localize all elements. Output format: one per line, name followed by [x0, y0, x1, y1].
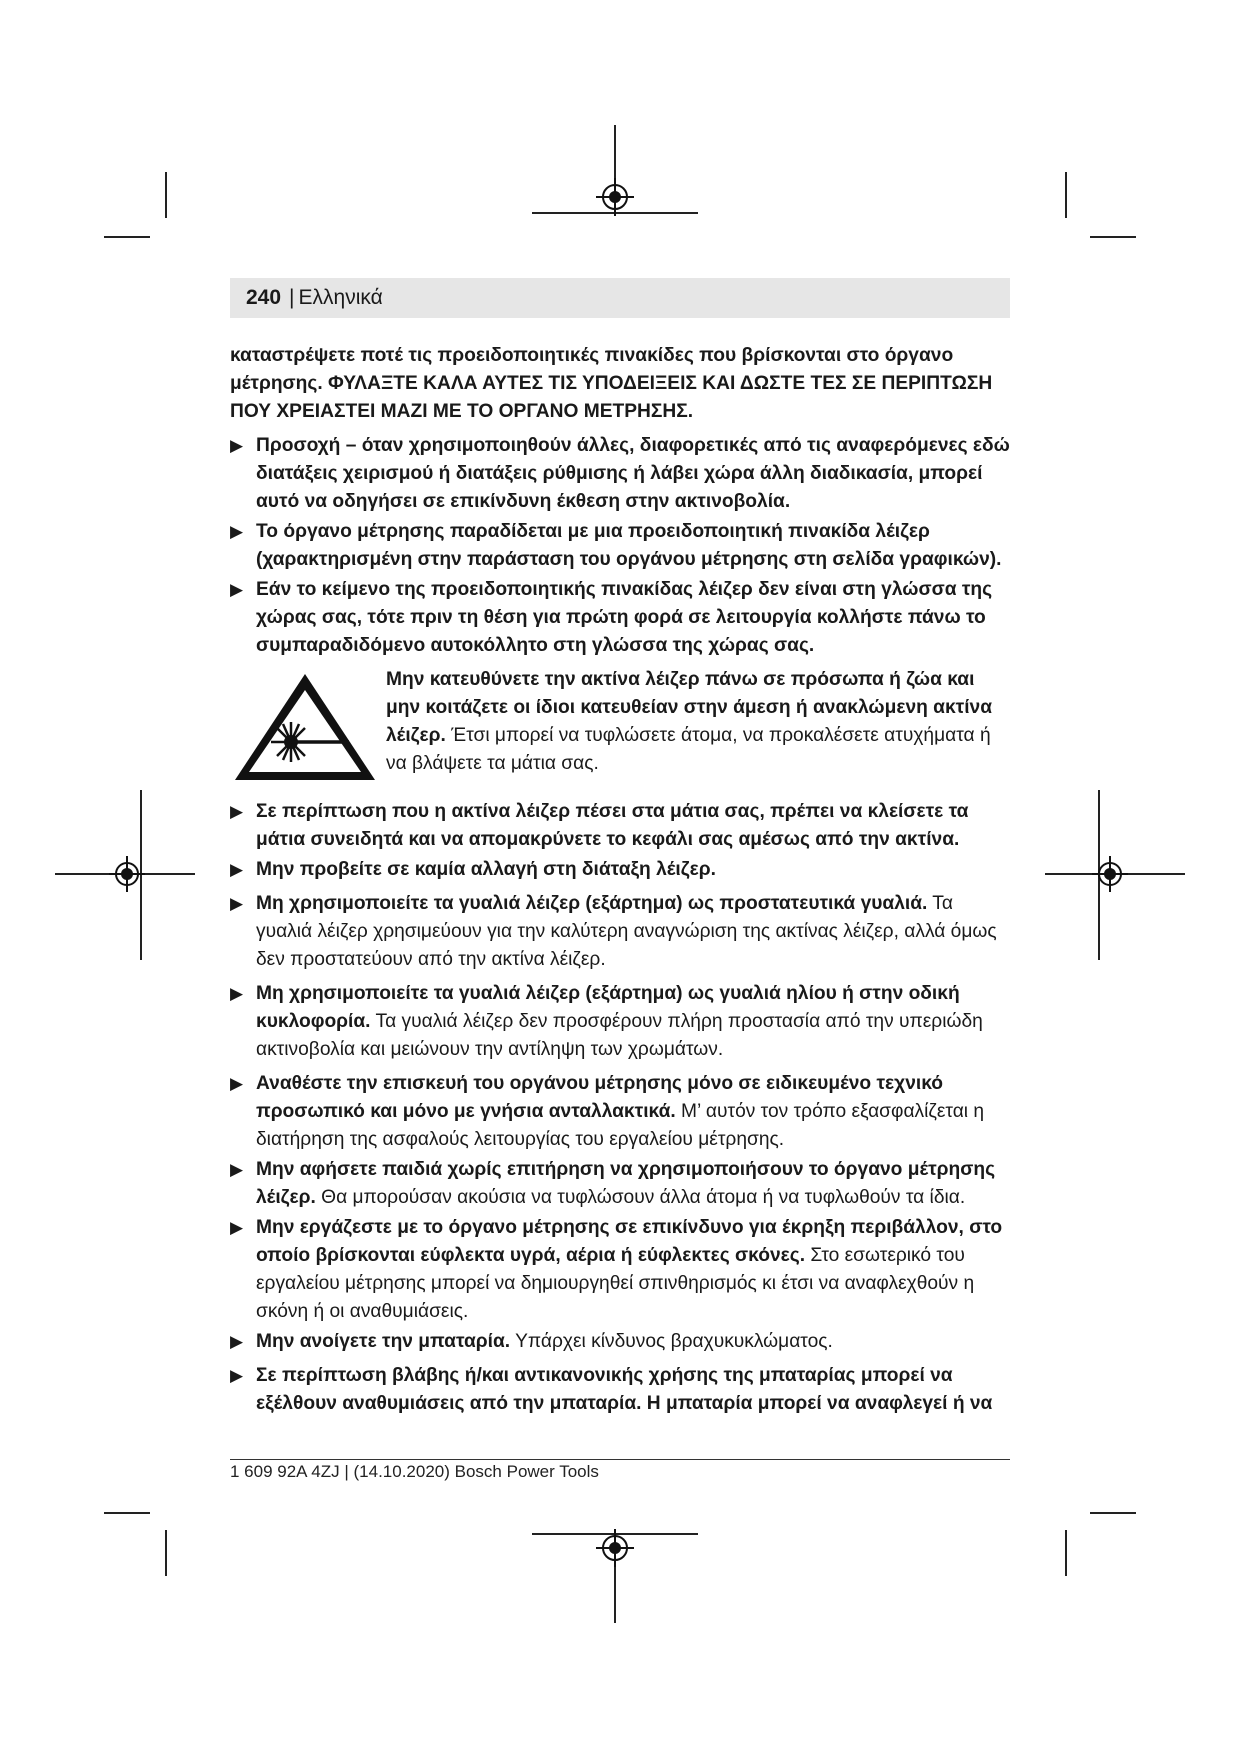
bullet-arrow-icon: ▶: [230, 894, 244, 913]
header-language: Ελληνικά: [298, 286, 383, 309]
header-separator: |: [289, 286, 295, 309]
registration-mark-icon: [109, 856, 145, 892]
bullet-arrow-icon: ▶: [230, 1366, 244, 1385]
bullet-arrow-icon: ▶: [230, 436, 244, 455]
bullet-arrow-icon: ▶: [230, 1218, 244, 1237]
list-item: ▶ Εάν το κείμενο της προειδοποιητικής πινακίδας λέιζερ δεν είναι στη γλώσσα της χώρας σας, τότε πριν τη θέση για πρώτη φορά σε λειτουργία κολλήστε πάνω το συμπαραδιδόμενο αυτοκόλλητο στη γλώσσα της χώρας σας.: [230, 576, 1010, 660]
list-item: ▶ Σε περίπτωση που η ακτίνα λέιζερ πέσει στα μάτια σας, πρέπει να κλείσετε τα μάτια συνειδητά και να απομακρύνετε το κεφάλι σας αμέσως από την ακτίνα.: [230, 798, 1010, 854]
list-item: ▶ Μην εργάζεστε με το όργανο μέτρησης σε επικίνδυνο για έκρηξη περιβάλλον, στο οποίο βρίσκονται εύφλεκτα υγρά, αέρια ή εύφλεκτες σκόνες. Στο εσωτερικό του εργαλείου μέτρησης μπορεί να δημιουργηθεί σπινθηρισμός κι έτσι να αναφλεχθούν η σκόνη ή οι αναθυμιάσεις.: [230, 1214, 1010, 1326]
laser-warning-icon: [230, 666, 380, 786]
registration-mark-icon: [596, 1529, 634, 1567]
crop-mark: [104, 236, 150, 238]
bullet-arrow-icon: ▶: [230, 522, 244, 541]
registration-mark-icon: [1092, 856, 1128, 892]
list-item: ▶ Μη χρησιμοποιείτε τα γυαλιά λέιζερ (εξάρτημα) ως προστατευτικά γυαλιά. Τα γυαλιά λέιζερ χρησιμεύουν για την καλύτερη αναγνώριση της ακτίνας λέιζερ, αλλά όμως δεν προστατεύουν από την ακτίνα λέιζερ.: [230, 890, 1010, 974]
laser-warning-block: [230, 666, 1010, 786]
laser-warning-text: Μην κατευθύνετε την ακτίνα λέιζερ πάνω σε πρόσωπα ή ζώα και μην κοιτάζετε οι ίδιοι κατευθείαν στην άμεση ή ανακλώμενη ακτίνα λέιζερ. Έτσι μπορεί να τυφλώσετε άτομα, να προκαλέσετε ατυχήματα ή να βλάψετε τα μάτια σας.: [386, 669, 993, 774]
page-footer: 1 609 92A 4ZJ | (14.10.2020) Bosch Power Tools: [230, 1462, 599, 1481]
list-item: ▶ Το όργανο μέτρησης παραδίδεται με μια προειδοποιητική πινακίδα λέιζερ (χαρακτηρισμένη στην παράσταση του οργάνου μέτρησης στη σελίδα γραφικών).: [230, 518, 1010, 574]
list-item: ▶ Μη χρησιμοποιείτε τα γυαλιά λέιζερ (εξάρτημα) ως γυαλιά ηλίου ή στην οδική κυκλοφορία. Τα γυαλιά λέιζερ δεν προσφέρουν πλήρη προστασία από την υπεριώδη ακτινοβολία και μειώνουν την αντίληψη των χρωμάτων.: [230, 980, 1010, 1064]
list-item: ▶ Μην προβείτε σε καμία αλλαγή στη διάταξη λέιζερ.: [230, 856, 1010, 884]
bullet-arrow-icon: ▶: [230, 860, 244, 879]
footer-divider: [230, 1459, 1010, 1460]
page-content: [230, 342, 1010, 1418]
page-number: 240: [246, 286, 282, 309]
list-item: ▶ Σε περίπτωση βλάβης ή/και αντικανονικής χρήσης της μπαταρίας μπορεί να εξέλθουν αναθυμιάσεις από την μπαταρία. Η μπαταρία μπορεί να αναφλεγεί ή να: [230, 1362, 1010, 1418]
bullet-arrow-icon: ▶: [230, 984, 244, 1003]
bullet-arrow-icon: ▶: [230, 1074, 244, 1093]
intro-paragraph: καταστρέψετε ποτέ τις προειδοποιητικές πινακίδες που βρίσκονται στο όργανο μέτρησης. ΦΥΛΑΞΤΕ ΚΑΛΑ ΑΥΤΕΣ ΤΙΣ ΥΠΟΔΕΙΞΕΙΣ ΚΑΙ ΔΩΣΤΕ ΤΕΣ ΣΕ ΠΕΡΙΠΤΩΣΗ ΠΟΥ ΧΡΕΙΑΣΤΕΙ ΜΑΖΙ ΜΕ ΤΟ ΟΡΓΑΝΟ ΜΕΤΡΗΣΗΣ.: [230, 345, 993, 422]
bullet-arrow-icon: ▶: [230, 580, 244, 599]
list-item: ▶ Αναθέστε την επισκευή του οργάνου μέτρησης μόνο σε ειδικευμένο τεχνικό προσωπικό και μόνο με γνήσια ανταλλακτικά. Μ’ αυτόν τον τρόπο εξασφαλίζεται η διατήρηση της ασφαλούς λειτουργίας του εργαλείου μέτρησης.: [230, 1070, 1010, 1154]
crop-mark: [1090, 1512, 1136, 1514]
crop-mark: [104, 1512, 150, 1514]
crop-mark: [1065, 172, 1067, 218]
bullet-arrow-icon: ▶: [230, 1332, 244, 1351]
list-item: ▶ Μην αφήσετε παιδιά χωρίς επιτήρηση να χρησιμοποιήσουν το όργανο μέτρησης λέιζερ. Θα μπορούσαν ακούσια να τυφλώσουν άλλα άτομα ή να τυφλωθούν τα ίδια.: [230, 1156, 1010, 1212]
crop-mark: [1065, 1530, 1067, 1576]
crop-mark: [165, 172, 167, 218]
crop-mark: [1090, 236, 1136, 238]
bullet-arrow-icon: ▶: [230, 1160, 244, 1179]
bullet-arrow-icon: ▶: [230, 802, 244, 821]
crop-mark: [165, 1530, 167, 1576]
list-item: ▶ Μην ανοίγετε την μπαταρία. Υπάρχει κίνδυνος βραχυκυκλώματος.: [230, 1328, 1010, 1356]
list-item: ▶ Προσοχή – όταν χρησιμοποιηθούν άλλες, διαφορετικές από τις αναφερόμενες εδώ διατάξεις χειρισμού ή διατάξεις ρύθμισης ή λάβει χώρα άλλη διαδικασία, μπορεί αυτό να οδηγήσει σε επικίνδυνη έκθεση στην ακτινοβολία.: [230, 432, 1010, 516]
registration-mark-icon: [596, 178, 634, 216]
page-header: [230, 278, 1010, 318]
